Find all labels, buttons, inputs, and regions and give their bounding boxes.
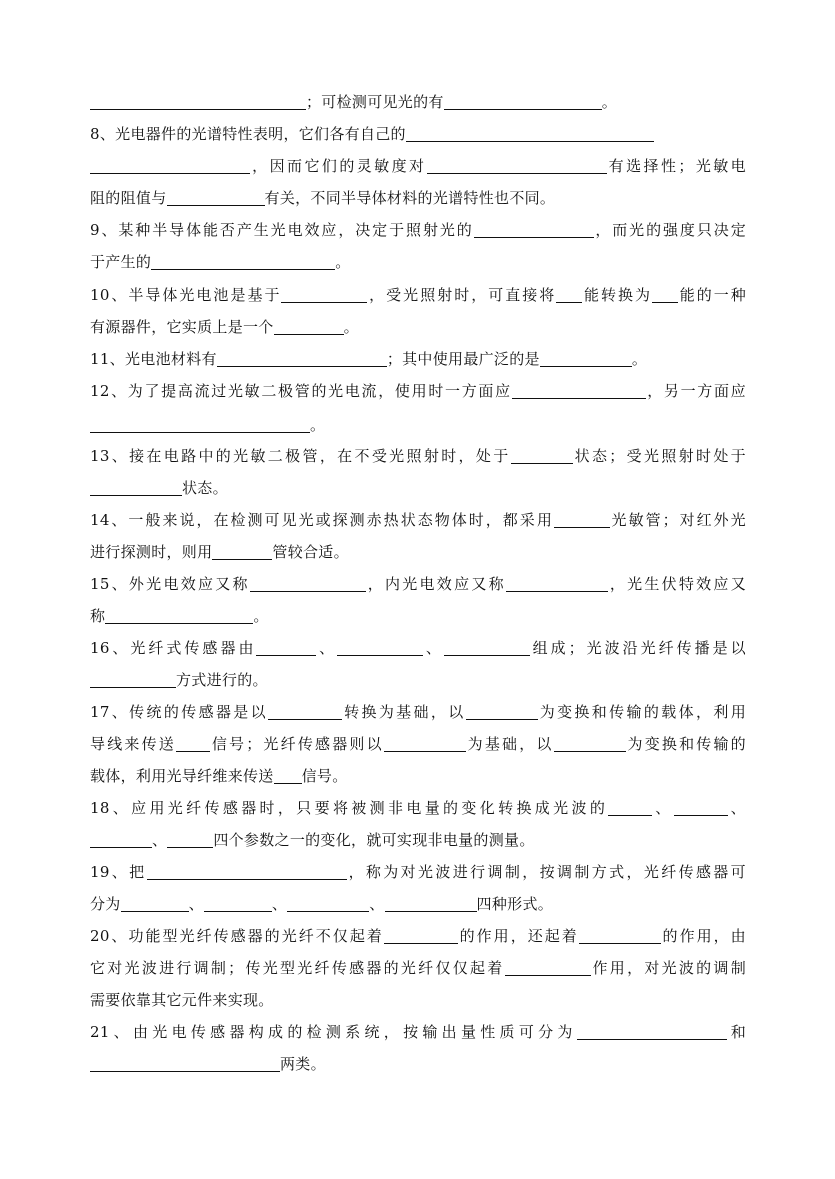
- answer-blank[interactable]: [540, 349, 632, 367]
- answer-blank[interactable]: [212, 542, 272, 560]
- answer-blank[interactable]: [384, 734, 466, 752]
- answer-blank[interactable]: [90, 92, 306, 110]
- question-number: 15、: [90, 575, 129, 593]
- question-12: 12、为了提高流过光敏二极管的光电流，使用时一方面应 ，另一方面应 。: [90, 382, 746, 434]
- question-number: 16、: [90, 639, 131, 657]
- answer-blank[interactable]: [506, 574, 608, 592]
- answer-blank[interactable]: [176, 734, 210, 752]
- answer-blank[interactable]: [90, 670, 176, 688]
- question-number: 11、: [90, 350, 125, 368]
- question-10: 10、半导体光电池是基于 ，受光照射时，可直接将 能转换为 能的一种 有源器件，它实质上是一个 。: [90, 286, 746, 336]
- answer-blank[interactable]: [167, 830, 213, 848]
- question-number: 14、: [90, 511, 129, 529]
- answer-blank[interactable]: [337, 638, 423, 656]
- answer-blank[interactable]: [554, 510, 610, 528]
- answer-blank[interactable]: [151, 252, 335, 270]
- question-16: 16、光纤式传感器由 、 、 组成；光波沿光纤传播是以 方式进行的。: [90, 639, 746, 689]
- question-19: 19、把 ，称为对光波进行调制，按调制方式，光纤传感器可 分为 、 、 、 四种形式。: [90, 863, 746, 913]
- question-20: 20、功能型光纤传感器的光纤不仅起着 的作用，还起着 的作用，由 它对光波进行调制；传光型光纤传感器的光纤仅仅起着 作用，对光波的调制 需要依靠其它元件来实现。: [90, 927, 746, 1009]
- question-number: 20、: [90, 927, 129, 945]
- answer-blank[interactable]: [90, 415, 310, 433]
- answer-blank[interactable]: [167, 188, 265, 206]
- answer-blank[interactable]: [474, 220, 594, 238]
- question-21: 21、由光电传感器构成的检测系统，按输出量性质可分为 和 两类。: [90, 1023, 746, 1073]
- answer-blank[interactable]: [406, 124, 654, 142]
- question-9: 9、某种半导体能否产生光电效应，决定于照射光的 ，而光的强度只决定 于产生的 。: [90, 221, 746, 271]
- question-8: 8、光电器件的光谱特性表明，它们各有自己的 ，因而它们的灵敏度对 有选择性；光敏电 阻的阻值与 有关，不同半导体材料的光谱特性也不同。: [90, 125, 746, 207]
- answer-blank[interactable]: [90, 1054, 280, 1072]
- question-number: 17、: [90, 703, 130, 721]
- answer-blank[interactable]: [90, 478, 182, 496]
- answer-blank[interactable]: [385, 894, 477, 912]
- answer-blank[interactable]: [274, 317, 344, 335]
- answer-blank[interactable]: [274, 766, 302, 784]
- answer-blank[interactable]: [217, 349, 387, 367]
- answer-blank[interactable]: [90, 830, 152, 848]
- answer-blank[interactable]: [577, 1022, 727, 1040]
- answer-blank[interactable]: [444, 638, 530, 656]
- answer-blank[interactable]: [250, 574, 366, 592]
- answer-blank[interactable]: [256, 638, 316, 656]
- answer-blank[interactable]: [511, 446, 573, 464]
- question-number: 18、: [90, 799, 132, 817]
- answer-blank[interactable]: [444, 92, 602, 110]
- question-18: 18、应用光纤传感器时，只要将被测非电量的变化转换成光波的 、 、 、 四个参数之一的变化，就可实现非电量的测量。: [90, 799, 746, 849]
- question-11: 11、光电池材料有 ；其中使用最广泛的是 。: [90, 350, 648, 368]
- answer-blank[interactable]: [105, 606, 253, 624]
- question-13: 13、接在电路中的光敏二极管，在不受光照射时，处于 状态；受光照射时处于 状态。: [90, 447, 746, 497]
- answer-blank[interactable]: [384, 926, 458, 944]
- answer-blank[interactable]: [281, 285, 367, 303]
- answer-blank[interactable]: [652, 285, 678, 303]
- answer-blank[interactable]: [512, 381, 646, 399]
- question-number: 21、: [90, 1023, 133, 1041]
- answer-blank[interactable]: [556, 285, 582, 303]
- answer-blank[interactable]: [268, 702, 342, 720]
- question-7-tail: ；可检测可见光的有 。: [90, 89, 746, 115]
- question-number: 19、: [90, 863, 130, 881]
- answer-blank[interactable]: [674, 798, 728, 816]
- answer-blank[interactable]: [121, 894, 189, 912]
- answer-blank[interactable]: [505, 958, 591, 976]
- question-15: 15、外光电效应又称 ，内光电效应又称 ，光生伏特效应又 称 。: [90, 575, 746, 625]
- answer-blank[interactable]: [90, 156, 250, 174]
- answer-blank[interactable]: [554, 734, 626, 752]
- question-number: 10、: [90, 286, 129, 304]
- question-number: 13、: [90, 447, 130, 465]
- question-number: 9、: [90, 221, 119, 239]
- answer-blank[interactable]: [427, 156, 607, 174]
- answer-blank[interactable]: [579, 926, 661, 944]
- question-number: 8、: [90, 125, 116, 143]
- question-14: 14、一般来说，在检测可见光或探测赤热状态物体时，都采用 光敏管；对红外光 进行探测时，则用 管较合适。: [90, 511, 746, 561]
- question-17: 17、传统的传感器是以 转换为基础，以 为变换和传输的载体，利用 导线来传送 信号；光纤传感器则以 为基础，以 为变换和传输的 载体，利用光导纤维来传送 信号。: [90, 703, 746, 785]
- answer-blank[interactable]: [608, 798, 652, 816]
- answer-blank[interactable]: [204, 894, 272, 912]
- question-number: 12、: [90, 382, 128, 400]
- answer-blank[interactable]: [287, 894, 369, 912]
- answer-blank[interactable]: [466, 702, 538, 720]
- answer-blank[interactable]: [147, 862, 347, 880]
